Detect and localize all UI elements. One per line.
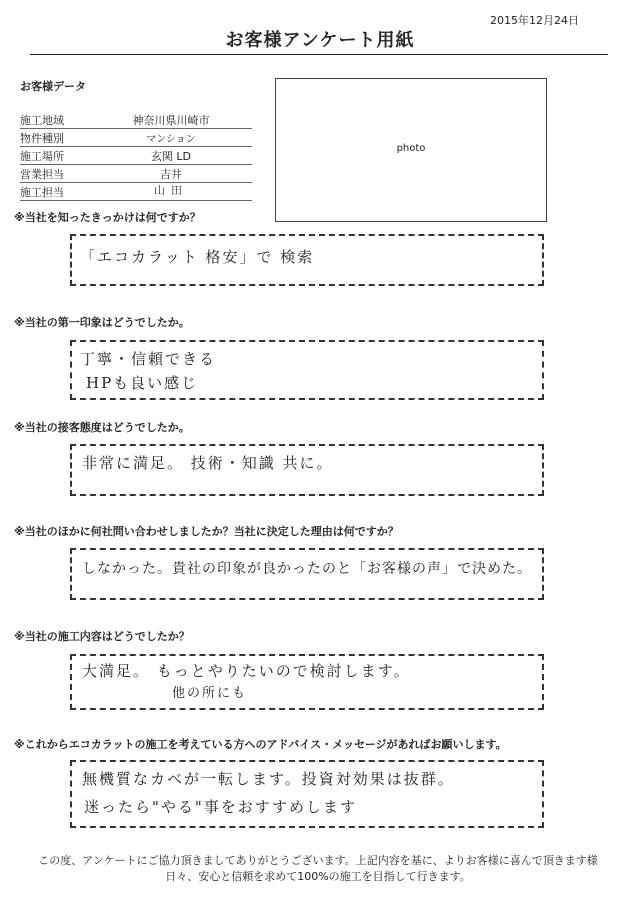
answer-box-first-impression xyxy=(70,340,544,400)
answer-box-other-companies xyxy=(70,548,544,600)
field-label-installer: 施工担当 xyxy=(20,186,64,199)
photo-label: photo xyxy=(396,143,426,154)
field-row-installer xyxy=(20,181,252,201)
field-label-sales-rep: 営業担当 xyxy=(20,168,64,181)
answer-box-installation-quality xyxy=(70,654,544,710)
field-value-area: 神奈川県川崎市 xyxy=(132,114,210,127)
field-value-property-type: マンション xyxy=(146,134,196,145)
field-value-location: 玄関 LD xyxy=(150,150,192,163)
title-divider xyxy=(30,54,608,55)
answer-box-how-found xyxy=(70,234,544,286)
field-label-location: 施工場所 xyxy=(20,150,64,163)
answer-line: 無機質なカベが一転します。投資対効果は抜群。 xyxy=(82,770,455,788)
photo-placeholder xyxy=(275,78,547,222)
footer-message-line1: この度、アンケートにご協力頂きましてありがとうございます。上記内容を基に、よりお客様に喜んで頂きます様 xyxy=(38,854,598,867)
field-row-property-type xyxy=(20,127,252,147)
answer-box-advice xyxy=(70,760,544,828)
customer-data-heading: お客様データ xyxy=(20,80,86,93)
answer-line: 大満足。 もっとやりたいので検討します。 xyxy=(82,662,411,680)
question-how-found: ※当社を知ったきっかけは何ですか？ xyxy=(14,211,201,224)
field-row-sales-rep xyxy=(20,163,252,183)
page-title: お客様アンケート用紙 xyxy=(225,30,415,51)
question-service-attitude: ※当社の接客態度はどうでしたか。 xyxy=(14,421,190,434)
answer-line: 丁寧・信頼できる xyxy=(80,350,217,368)
question-first-impression: ※当社の第一印象はどうでしたか。 xyxy=(14,316,190,329)
field-row-location xyxy=(20,145,252,165)
question-other-companies: ※当社のほかに何社問い合わせしましたか？当社に決定した理由は何ですか？ xyxy=(14,525,399,538)
answer-insert-line: 他の所にも xyxy=(172,686,248,701)
field-row-area xyxy=(20,109,252,129)
answer-box-service-attitude xyxy=(70,444,544,496)
answer-line: 迷ったら"やる"事をおすすめします xyxy=(84,798,357,816)
answer-line: HPも良い感じ xyxy=(86,374,199,392)
field-label-area: 施工地域 xyxy=(20,114,64,127)
answer-line: 非常に満足。 技術・知識 共に。 xyxy=(82,454,334,472)
survey-date: 2015年12月24日 xyxy=(490,14,579,27)
field-value-sales-rep: 吉井 xyxy=(160,168,182,181)
question-advice: ※これからエコカラットの施工を考えている方へのアドバイス・メッセージがあればお願いします。 xyxy=(14,738,507,751)
field-label-property-type: 物件種別 xyxy=(20,132,64,145)
answer-line: 「エコカラット 格安」で 検索 xyxy=(80,248,315,266)
question-installation-quality: ※当社の施工内容はどうでしたか？ xyxy=(14,630,190,643)
footer-message-line2: 日々、安心と信頼を求めて100%の施工を目指して行きます。 xyxy=(165,870,471,883)
answer-line: しなかった。貴社の印象が良かったのと「お客様の声」で決めた。 xyxy=(82,561,532,577)
field-value-installer: 山田 xyxy=(154,184,188,197)
